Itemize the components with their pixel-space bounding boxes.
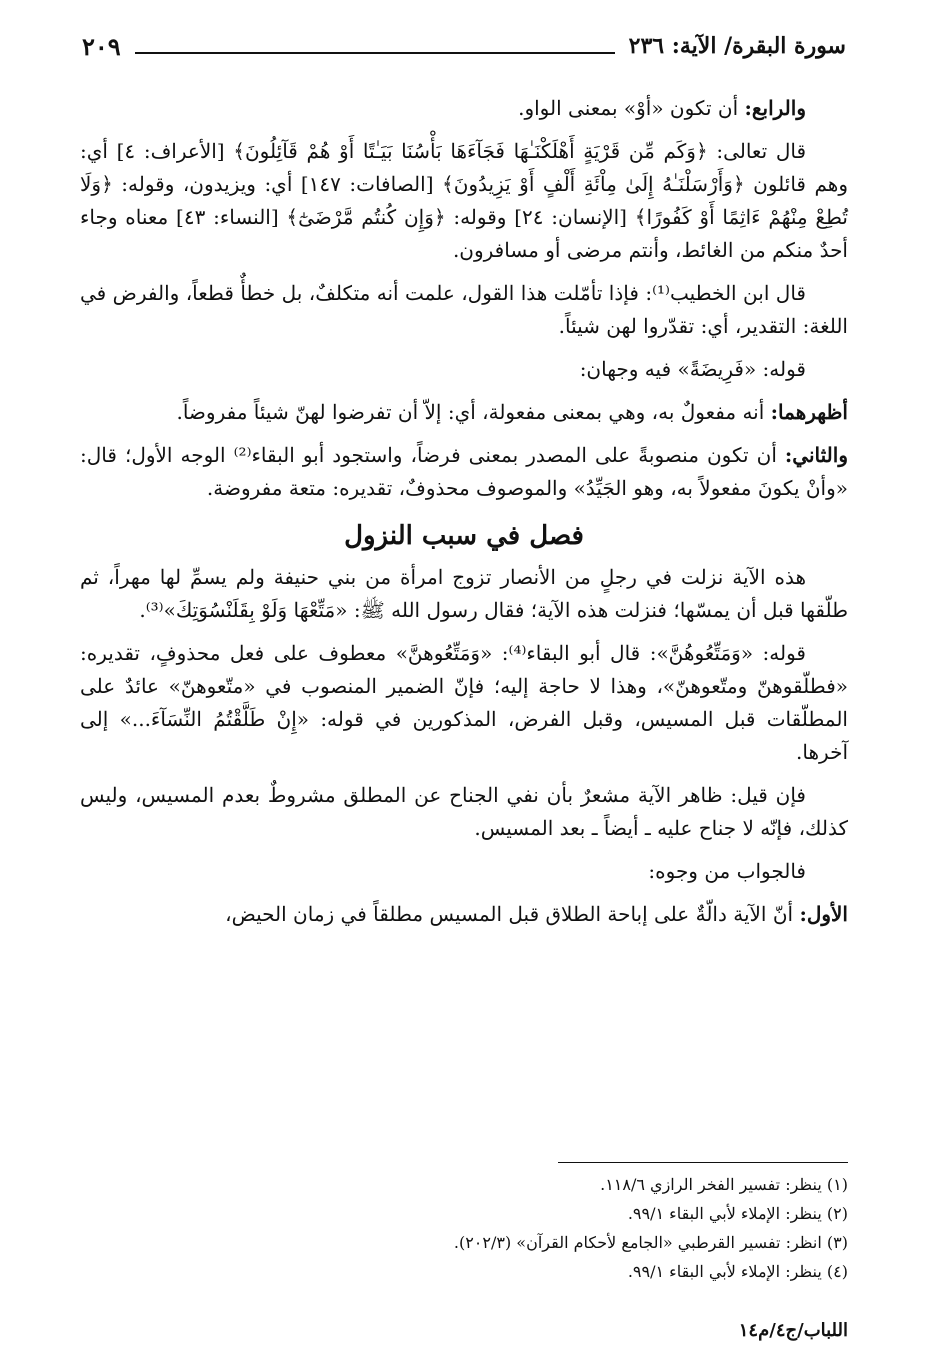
paragraph: [80, 353, 848, 386]
paragraph-text: أن تكون منصوبةً على المصدر بمعنى فرضاً، واستجود أبو البقاء⁽²⁾ الوجه الأول؛ قال: «وأنْ يكونَ مفعولاً به، وهو الجَيِّدُ» والموصوف محذوفٌ، تقديره: متعة مفروضة.: [80, 443, 848, 500]
page-header: [82, 26, 846, 66]
paragraph-lead: والثاني:: [784, 443, 848, 467]
paragraph-text: قال ابن الخطيب⁽¹⁾: فإذا تأمّلت هذا القول، علمت أنه متكلفٌ، بل خطأٌ قطعاً، والفرض في اللغة: التقدير، أي: تقدّروا لهن شيئاً.: [80, 281, 848, 338]
paragraph: [80, 561, 848, 627]
paragraph-text: قوله: «فَرِيضَةً» فيه وجهان:: [579, 357, 806, 381]
paragraph-lead: والرابع:: [744, 96, 806, 120]
page-body: [80, 92, 848, 941]
paragraph: [80, 277, 848, 343]
paragraph: [80, 396, 848, 429]
paragraph-text: قوله: «وَمَتِّعُوهُنَّ»: قال أبو البقاء⁽⁴⁾: «وَمَتِّعُوهنَّ» معطوف على فعل محذوفٍ، تقديره: «فطلّقوهنّ ومتّعوهنّ»، وهذا لا حاجة إليه؛ فإنّ الضمير المنصوب في «متّعوهنّ» عائدٌ على المطلّقات قبل المسيس، وقبل الفرض، المذكورين في قوله: «إِنْ طَلَّقْتُمُ النِّسَآءَ...» إلى آخرها.: [80, 641, 848, 764]
paragraph-text: أنه مفعولٌ به، وهي بمعنى مفعولة، أي: إلاّ أن تفرضوا لهنّ شيئاً مفروضاً.: [176, 400, 771, 424]
footnote: (٢) ينظر: الإملاء لأبي البقاء ٩٩/١.: [627, 1204, 848, 1223]
paragraph-text: هذه الآية نزلت في رجلٍ من الأنصار تزوج امرأة من بني حنيفة ولم يسمِّ لها مهراً، ثم طلّقها قبل أن يمسّها؛ فنزلت هذه الآية؛ فقال رسول الله ﷺ: «مَتِّعْهَا وَلَوْ بِقَلَنْسُوَتِكَ»⁽³⁾.: [80, 565, 848, 622]
paragraph: [80, 439, 848, 505]
footnote: (١) ينظر: تفسير الفخر الرازي ١١٨/٦.: [600, 1175, 848, 1194]
running-title: سورة البقرة/ الآية: ٢٣٦: [628, 33, 846, 59]
paragraph-text: فإن قيل: ظاهر الآية مشعرٌ بأن نفي الجناح عن المطلق مشروطٌ بعدم المسيس، وليس كذلك، فإنّه لا جناح عليه ـ أيضاً ـ بعد المسيس.: [80, 783, 848, 840]
paragraph-text: فالجواب من وجوه:: [648, 859, 806, 883]
paragraph: [80, 92, 848, 125]
paragraph: [80, 135, 848, 267]
paragraph-lead: الأول:: [799, 902, 848, 926]
footnote-separator: [558, 1162, 848, 1163]
page-number: ٢٠٩: [82, 31, 121, 61]
footnote: (٤) ينظر: الإملاء لأبي البقاء ٩٩/١.: [627, 1262, 848, 1281]
footnote: (٣) انظر: تفسير القرطبي «الجامع لأحكام القرآن» (٢٠٢/٣).: [453, 1233, 848, 1252]
section-heading: فصل في سبب النزول: [344, 521, 584, 551]
paragraph-text: قال تعالى: ﴿وَكَم مِّن قَرْيَةٍ أَهْلَكْنَـٰهَا فَجَآءَهَا بَأْسُنَا بَيَـٰتًا أَوْ هُمْ قَآئِلُونَ﴾ [الأعراف: ٤] أي: وهم قائلون ﴿وَأَرْسَلْنَـٰهُ إِلَىٰ مِاْئَةِ أَلْفٍ أَوْ يَزِيدُونَ﴾ [الصافات: ١٤٧] أي: ويزيدون، وقوله: ﴿وَلَا تُطِعْ مِنْهُمْ ءَاثِمًا أَوْ كَفُورًا﴾ [الإنسان: ٢٤] وقوله: ﴿وَإِن كُنتُم مَّرْضَىٰٓ﴾ [النساء: ٤٣] معناه وجاء أحدٌ منكم من الغائط، وأنتم مرضى أو مسافرون.: [80, 139, 848, 262]
paragraph-lead: أظهرهما:: [770, 400, 848, 424]
paragraph: [80, 898, 848, 931]
printer-signature: اللباب/ج٤/م١٤: [738, 1320, 848, 1341]
paragraph-text: أن تكون «أوْ» بمعنى الواو.: [518, 96, 745, 120]
paragraph: [80, 637, 848, 769]
paragraph: [80, 779, 848, 845]
paragraph-text: أنّ الآية دالّةٌ على إباحة الطلاق قبل المسيس مطلقاً في زمان الحيض،: [225, 902, 800, 926]
footnotes: [200, 1170, 848, 1286]
header-rule: [135, 38, 615, 54]
paragraph: [80, 855, 848, 888]
